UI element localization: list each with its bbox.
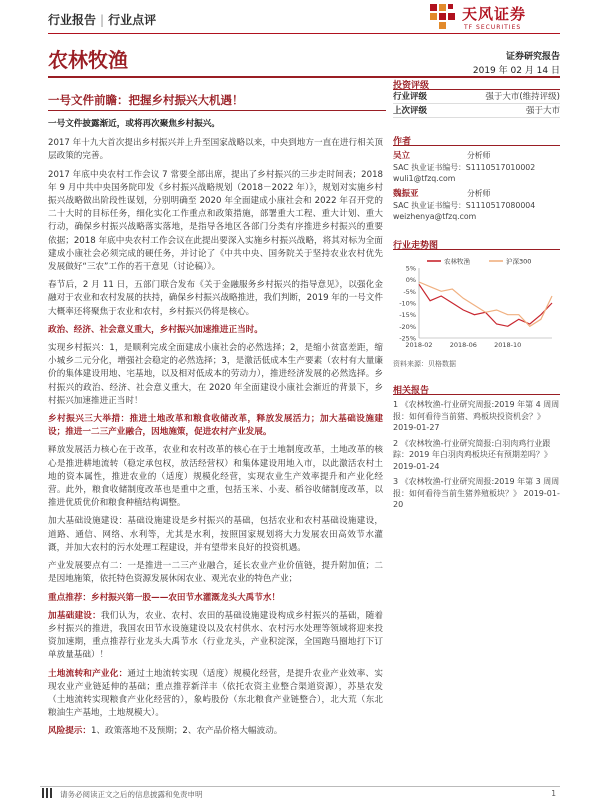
analyst-email[interactable]: wuli1@tfzq.com [393, 174, 456, 183]
paragraph: 2017 年底中央农村工作会议 7 常要全部出席，提出了乡村振兴的三步走时间表；2018 年 9 月中共中央国务院印发《乡村振兴战略规划（2018－2022 年）》，规划对实施乡村振兴战略做出阶段性谋划，分别明确至 2020 年全面建成小康社会和 2022 年召开党的二十大时的目标任务，细化实化工作重点和政策措施，部署重大工程、重大计划、重大行动，确保乡村振兴战略落实落地，是指导各地区各部门分类有序推进乡村振兴的重要依据；2018 年底中央农村工作会议在此提出要深入实施乡村振兴战略，将其对标为全面建成小康社会必须完成的硬任务，并讨论了《中共中央、国务院关于坚持农业农村优先发展做好“三农”工作的若干意见（讨论稿）》。 [48, 169, 383, 273]
report-type: 行业报告 | 行业点评 [48, 13, 157, 27]
paragraph: 2017 年十九大首次提出乡村振兴并上升至国家战略以来，中央到地方一直在进行相关顶层政策的完善。 [48, 138, 383, 162]
analyst-card [393, 150, 560, 184]
analyst-role: 分析师 [467, 151, 491, 160]
logo-en: TF SECURITIES [464, 24, 522, 31]
paragraph-text: 我们认为，农业、农村、农田的基础设施建设构成乡村振兴的基础，随着乡村振兴的推进，我国农田节水设施建设以及农村供水、农村污水处理等领域将迎来投资加速期，重点推荐行业龙头大禹节水（行业龙头，产业积淀深，全国跑马圈地打下订单放量基础）！ [48, 610, 383, 661]
y-tick-label: -20% [399, 322, 416, 331]
y-tick-label: 5% [405, 264, 416, 273]
page-title: 农林牧渔 [48, 48, 128, 72]
y-tick-label: 0% [405, 276, 416, 285]
x-tick-label: 2018-02 [405, 341, 433, 349]
main-body [48, 118, 383, 744]
qr-code-icon [42, 788, 52, 798]
related-report-item[interactable]: 3 《农林牧渔-行业研究周报:2019 年第 3 周周报：如何看待当前生猪养殖板块？》 2019-01-20 [393, 477, 560, 509]
x-tick-label: 2018-10 [494, 341, 522, 349]
report-org: 证券研究报告 [505, 52, 560, 62]
rating-row [393, 90, 560, 104]
analyst-cert: SAC 执业证书编号：S1110517010002 [393, 163, 536, 172]
paragraph [48, 668, 383, 721]
paragraph: 释放发展活力核心在于改革，农业和农村改革的核心在于土地制度改革，土地改革的核心是推进耕地流转（稳定承包权，放活经营权）和集体建设用地入市，以此激活农村土地的资本属性，推进农业的（适度）规模化经营，实现农业生产效率提升和产业化经营。此外，粮食收储制度改革也是重中之重，包括玉米、小麦、稻谷收储制度改革，以推进优质优价和粮食种植结构调整。 [48, 445, 383, 509]
footer-divider [40, 786, 560, 787]
chart-heading: 行业走势图 [393, 236, 560, 250]
section-heading: 重点推荐：乡村振兴第一股——农田节水灌溉龙头大禹节水！ [48, 592, 281, 603]
paragraph [48, 725, 383, 738]
paragraph: 春节后，2 月 11 日，五部门联合发布《关于金融服务乡村振兴的指导意见》，以强化金融对于农业和农村发展的扶持，确保乡村振兴战略推进，我们判断，2019 年的一号文件大概率还将聚焦于农业和农村，乡村振兴仍将是核心。 [48, 280, 383, 317]
logo-cn: 天风证券 [462, 5, 527, 23]
analyst-email[interactable]: weizhenya@tfzq.com [393, 212, 477, 221]
analyst-card [393, 188, 560, 222]
related-report-item[interactable]: 2 《农林牧渔-行业研究简报:白羽肉鸡行业跟踪：2019 年白羽肉鸡板块还有预期差吗？》 2019-01-24 [393, 438, 552, 471]
paragraph: 加大基础设施建设：基础设施建设是乡村振兴的基础，包括农业和农村基础设施建设，道路、通信、网络、水利等，尤其是水利，按照国家规划将大力发展农田高效节水灌溉，并加大农村的污水处理工程建设，并有望带来良好的投资机遇。 [48, 516, 383, 553]
header-divider [48, 33, 560, 34]
section-heading: 政治、经济、社会意义重大，乡村振兴加速推进正当时。 [48, 324, 263, 335]
page-number: 1 [551, 789, 556, 798]
lead-heading: 一号文件披露渐近，或将再次聚焦乡村振兴。 [48, 119, 220, 129]
rating-value: 强于大市(维持评级) [485, 92, 560, 102]
logo-mark-icon [428, 2, 458, 32]
trend-chart-svg [393, 254, 560, 354]
paragraph: 产业发展要点有二：一是推进一二三产业融合，延长农业产业价值链，提升附加值；二是因地施策，依托特色资源发展休闲农业、观光农业的特色产业； [48, 561, 383, 585]
company-logo [428, 2, 560, 36]
y-tick-label: -5% [403, 287, 416, 296]
report-sub-label: 行业点评 [108, 13, 157, 27]
paragraph-text: 通过土地流转实现（适度）规模化经营，是提升农业产业效率、实现农业产业链延伸的基础；重点推荐新洋丰（依托农资主业整合渠道资源），苏垦农发（土地流转实现粮食产业化经营的），象屿股份（东北粮食产业链整合），北大荒（东北粮油生产基地，土地规模大）。 [48, 668, 383, 719]
analyst-heading: 作者 [393, 132, 560, 146]
report-subtitle: 一号文件前瞻：把握乡村振兴大机遇！ [48, 93, 244, 107]
subtitle-divider [48, 110, 386, 111]
analyst-name: 吴立 [393, 151, 411, 161]
report-type-label: 行业报告 [48, 13, 97, 27]
prev-rating-label: 上次评级 [393, 106, 428, 116]
section-heading: 乡村振兴三大举措：推进土地改革和粮食收储改革，释放发展活力；加大基础设施建设；推进一二三产业融合，因地施策，促进农村产业发展。 [48, 414, 383, 438]
chart-source: 资料来源：贝格数据 [393, 360, 456, 368]
legend-label: 沪深300 [506, 257, 532, 266]
footer-disclaimer: 请务必阅读正文之后的信息披露和免责申明 [60, 790, 203, 799]
paragraph [48, 610, 383, 663]
y-tick-label: -10% [399, 299, 416, 308]
paragraph-keyword: 风险提示： [48, 726, 91, 737]
x-tick-label: 2018-06 [449, 341, 477, 349]
legend-label: 农林牧渔 [444, 257, 470, 266]
related-report-item[interactable]: 1 《农林牧渔-行业研究周报:2019 年第 4 周周报：如何看待当前猪、鸡板块投资机会？》 2019-01-27 [393, 400, 560, 432]
prev-rating-value: 强于大市 [525, 106, 560, 116]
analyst-name: 魏振亚 [393, 189, 419, 199]
rating-label: 行业评级 [393, 92, 428, 102]
analyst-role: 分析师 [467, 189, 491, 198]
analyst-cert: SAC 执业证书编号：S1110517080004 [393, 201, 536, 210]
trend-chart [393, 254, 560, 357]
paragraph-keyword: 土地流转和产业化： [48, 668, 128, 679]
paragraph: 实现乡村振兴：1，是顺利完成全面建成小康社会的必然选择；2，是缩小贫富差距，缩小城乡二元分化，增强社会稳定的必然选择；3，是激活低成本生产要素（农村有大量廉价的集体建设用地、宅基地，以及相对低成本的劳动力），推进经济发展的必然选择。乡村振兴的政治、经济、社会意义重大，在 2020 年全面建设小康社会渐近的背景下，乡村振兴加速推进正当时！ [48, 343, 383, 406]
y-tick-label: -15% [399, 311, 416, 320]
prev-rating-row [393, 104, 560, 118]
paragraph-keyword: 加基础建设： [48, 610, 101, 621]
sidebar [393, 76, 560, 511]
series-line-hs300 [419, 282, 552, 326]
y-tick-label: -25% [399, 334, 416, 343]
report-date: 2019 年 02 月 14 日 [472, 66, 560, 76]
rating-heading: 投资评级 [393, 76, 560, 90]
paragraph-text: 1、政策落地不及预期；2、农产品价格大幅波动。 [90, 726, 283, 737]
related-heading: 相关报告 [393, 381, 560, 395]
